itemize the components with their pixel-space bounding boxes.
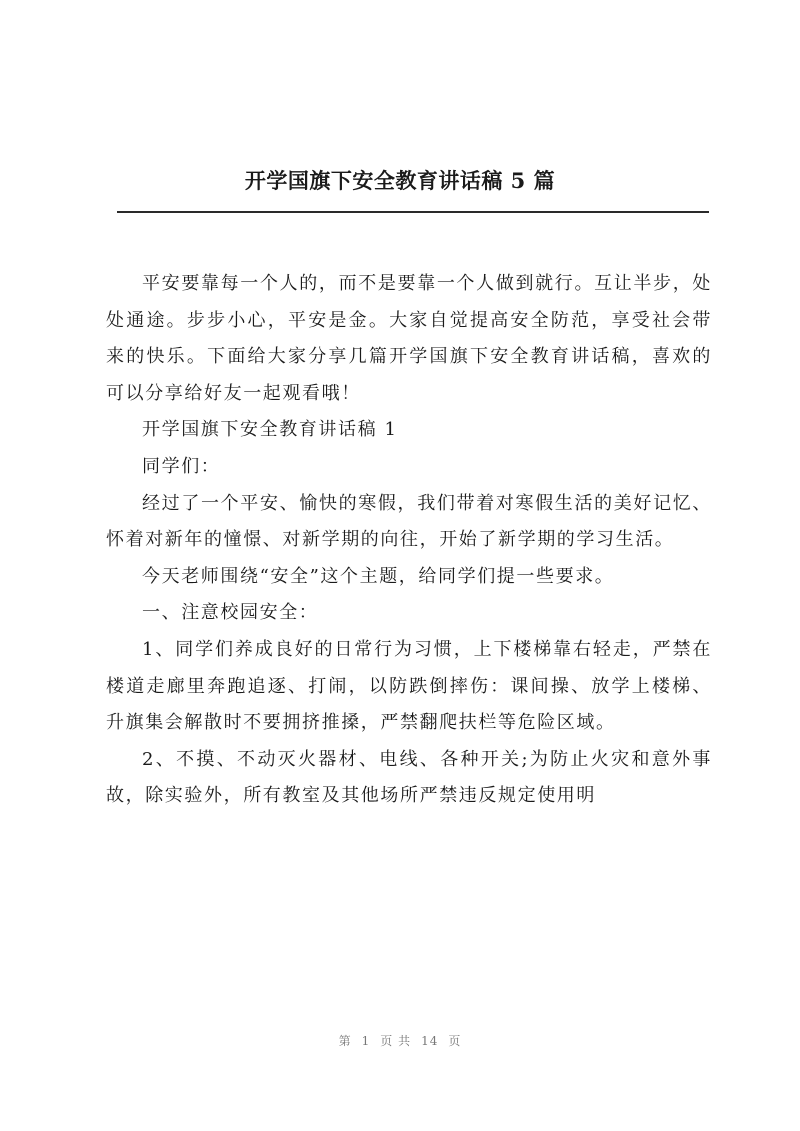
list-item: 2、不摸、不动灭火器材、电线、各种开关;为防止火灾和意外事故，除实验外，所有教室及其他场所严禁违反规定使用明 bbox=[106, 748, 712, 807]
body-paragraph: 经过了一个平安、愉快的寒假，我们带着对寒假生活的美好记忆、怀着对新年的憧憬、对新学期的向往，开始了新学期的学习生活。 bbox=[106, 492, 712, 551]
section-heading: 开学国旗下安全教育讲话稿 1 bbox=[142, 419, 398, 441]
list-item: 1、同学们养成良好的日常行为习惯，上下楼梯靠右轻走，严禁在楼道走廊里奔跑追逐、打闹，以防跌倒摔伤：课间操、放学上楼梯、升旗集会解散时不要拥挤推搡，严禁翻爬扶栏等危险区域。 bbox=[106, 638, 712, 734]
total-pages-number: 14 bbox=[421, 1034, 439, 1048]
body-paragraph: 今天老师围绕“安全”这个主题，给同学们提一些要求。 bbox=[142, 565, 615, 587]
subsection-heading: 一、注意校园安全： bbox=[142, 602, 319, 624]
document-body bbox=[106, 266, 712, 815]
footer-suffix: 页 bbox=[448, 1034, 462, 1048]
document-title: 开学国旗下安全教育讲话稿 5 篇 bbox=[244, 168, 556, 193]
salutation: 同学们： bbox=[142, 455, 221, 477]
footer-prefix: 第 bbox=[338, 1034, 352, 1048]
intro-paragraph: 平安要靠每一个人的，而不是要靠一个人做到就行。互让半步，处处通途。步步小心，平安是金。大家自觉提高安全防范，享受社会带来的快乐。下面给大家分享几篇开学国旗下安全教育讲话稿，喜欢的可以分享给好友一起观看哦！ bbox=[106, 273, 712, 404]
current-page-number: 1 bbox=[361, 1034, 371, 1048]
page-footer bbox=[0, 1032, 800, 1049]
footer-middle: 页 共 bbox=[380, 1034, 412, 1048]
title-underline bbox=[117, 211, 709, 213]
